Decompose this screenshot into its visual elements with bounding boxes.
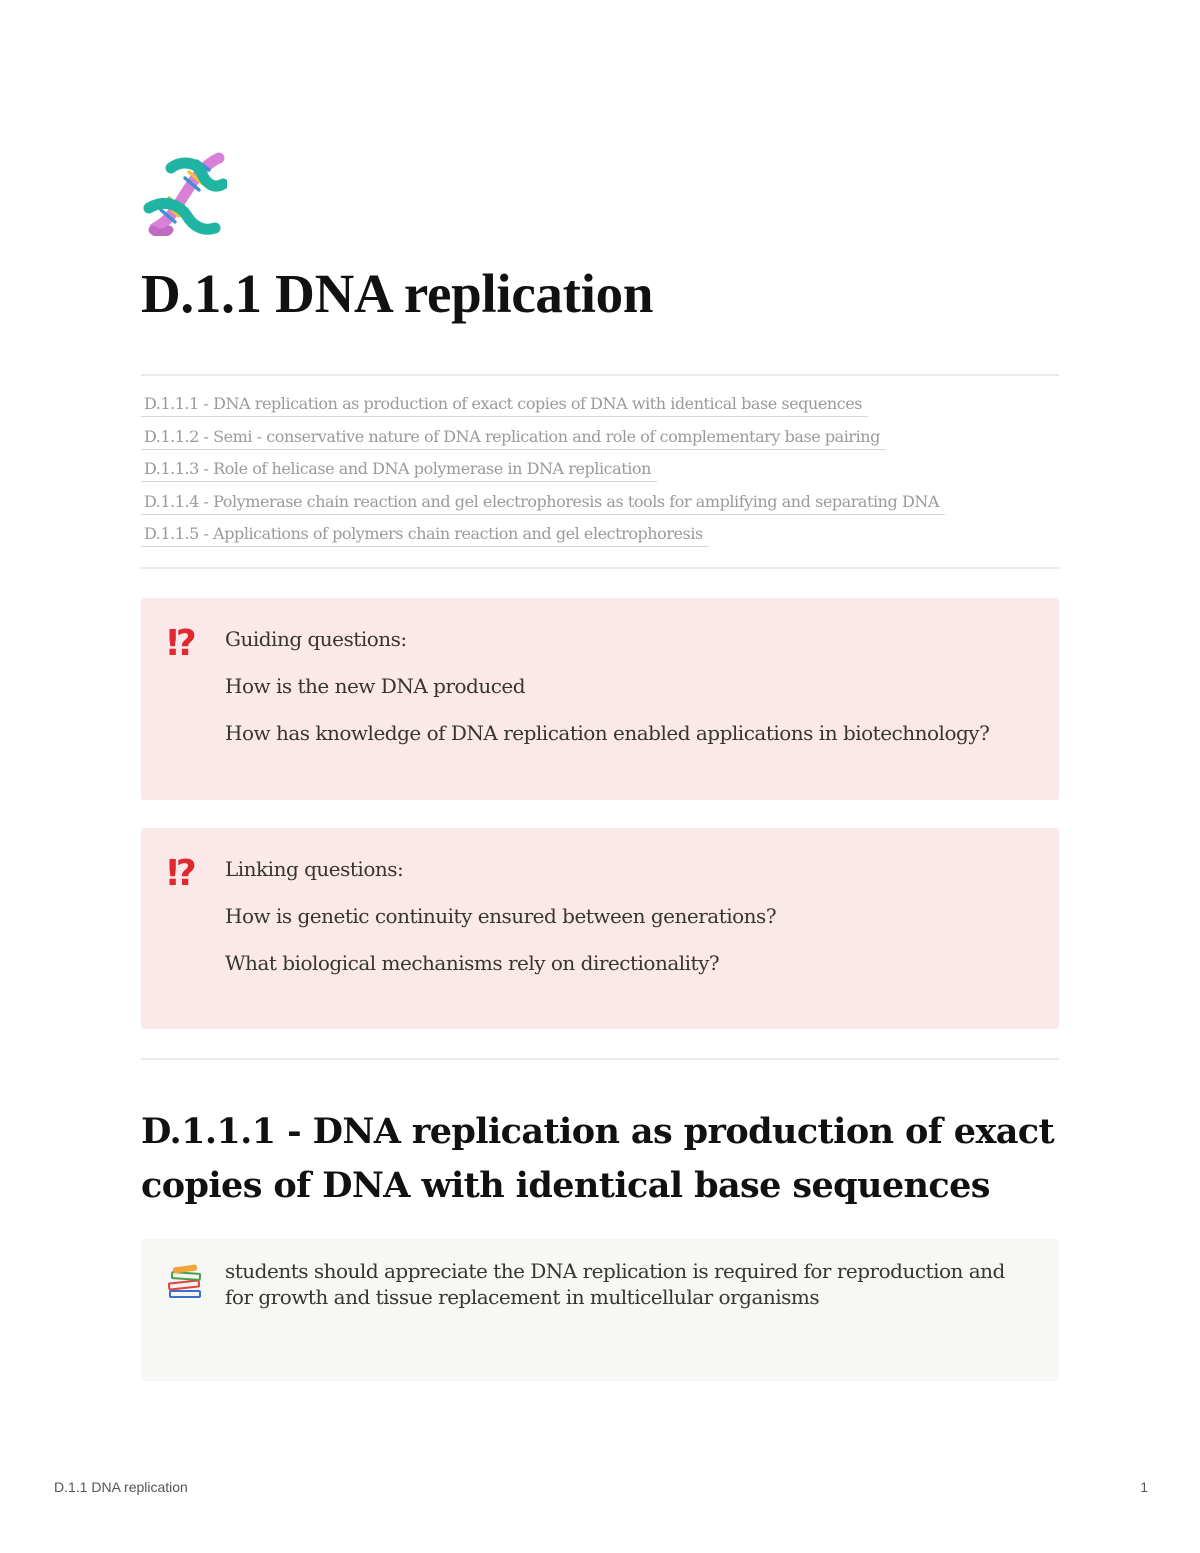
toc-item <box>141 390 1059 423</box>
page-number: 1 <box>1140 1479 1148 1495</box>
toc-link-d1-1-3[interactable]: D.1.1.3 - Role of helicase and DNA polymerase in DNA replication <box>141 456 657 482</box>
guiding-questions-callout <box>141 598 1059 800</box>
toc-link-d1-1-2[interactable]: D.1.1.2 - Semi - conservative nature of DNA replication and role of complementary base pairing <box>141 424 886 450</box>
toc-list <box>141 376 1059 567</box>
callout-heading: Guiding questions: <box>225 626 407 651</box>
toc-item <box>141 455 1059 488</box>
note-callout <box>141 1239 1059 1381</box>
table-of-contents <box>141 374 1059 569</box>
toc-item <box>141 488 1059 521</box>
toc-link-d1-1-1[interactable]: D.1.1.1 - DNA replication as production of exact copies of DNA with identical base sequences <box>141 391 868 417</box>
toc-item <box>141 520 1059 553</box>
interrobang-icon: ⁉ <box>167 622 191 664</box>
callout-line: How is the new DNA produced <box>225 673 526 698</box>
toc-bottom-divider <box>141 567 1059 569</box>
books-icon <box>165 1263 205 1303</box>
linking-questions-callout <box>141 828 1059 1029</box>
toc-link-d1-1-5[interactable]: D.1.1.5 - Applications of polymers chain reaction and gel electrophoresis <box>141 521 709 547</box>
dna-icon <box>141 150 227 236</box>
section-divider <box>141 1058 1059 1060</box>
toc-item <box>141 423 1059 456</box>
page-content <box>141 150 1059 1381</box>
callout-line: What biological mechanisms rely on directionality? <box>225 950 720 975</box>
interrobang-icon: ⁉ <box>167 852 191 894</box>
callout-line: How has knowledge of DNA replication enabled applications in biotechnology? <box>225 720 990 745</box>
footer-title: D.1.1 DNA replication <box>54 1479 188 1495</box>
callout-heading: Linking questions: <box>225 856 404 881</box>
page-title: D.1.1 DNA replication <box>141 263 654 324</box>
section-heading: D.1.1.1 - DNA replication as production of exact copies of DNA with identical base sequences <box>141 1110 1055 1206</box>
toc-link-d1-1-4[interactable]: D.1.1.4 - Polymerase chain reaction and gel electrophoresis as tools for amplifying and separating DNA <box>141 489 945 515</box>
note-text: students should appreciate the DNA replication is required for reproduction and for growth and tissue replacement in multicellular organisms <box>225 1258 1005 1309</box>
callout-line: How is genetic continuity ensured between generations? <box>225 903 777 928</box>
